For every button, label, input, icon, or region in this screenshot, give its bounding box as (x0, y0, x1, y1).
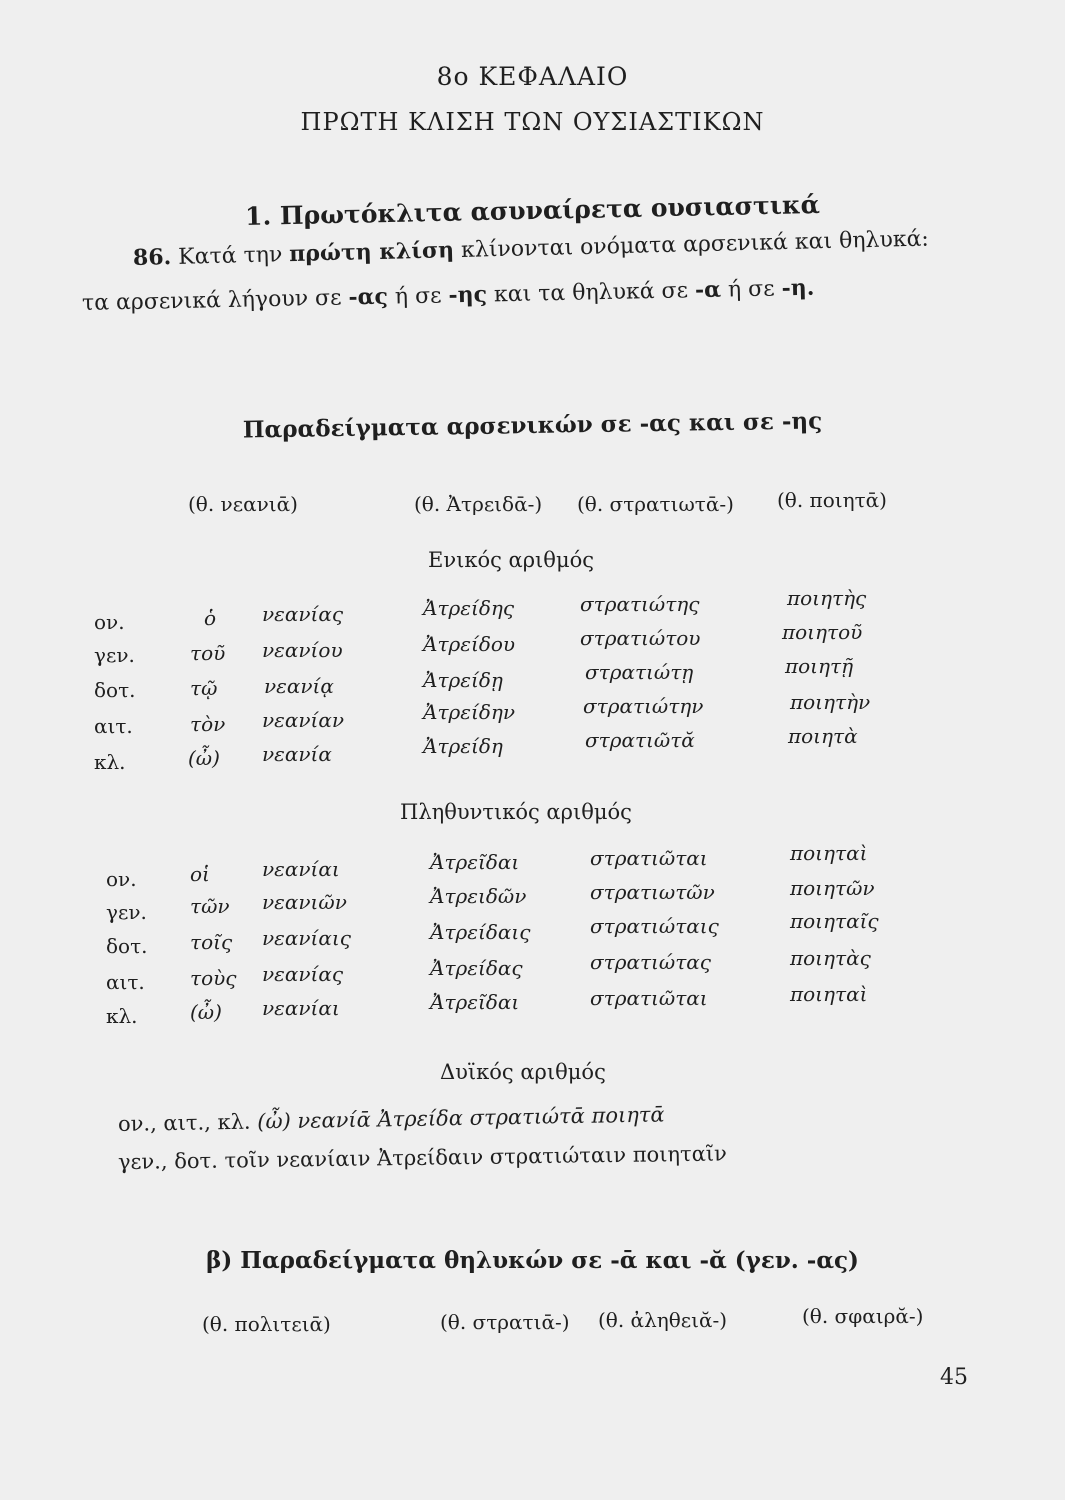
form-stratiotes: στρατιώτης (580, 592, 700, 616)
paragraph-86-line-2 (82, 275, 815, 316)
stem-2: (θ. Ἀτρειδᾱ-) (414, 492, 543, 516)
form-poietes: ποιητῶν (790, 876, 875, 900)
form-neanias: νεανίαι (262, 857, 340, 881)
form-poietes: ποιητὴν (790, 690, 871, 714)
examples-heading: Παραδείγματα αρσενικών σε -ας και σε -ης (242, 407, 823, 444)
form-neanias: νεανία (262, 742, 332, 766)
case-label: δοτ. (94, 678, 136, 702)
ending: -α (694, 276, 722, 304)
stem-3: (θ. στρατιωτᾱ-) (577, 492, 734, 516)
fem-stem-3: (θ. ἀληθειᾰ-) (598, 1308, 728, 1332)
dual-row-1 (118, 1102, 665, 1136)
article: τοῦ (190, 641, 226, 665)
form-poietes: ποιηταὶ (790, 841, 868, 865)
ending: -ης (448, 281, 488, 309)
article: τῶν (190, 894, 230, 918)
fem-stem-2: (θ. στρατιᾱ-) (440, 1310, 570, 1334)
ending: -η. (781, 274, 815, 302)
case-label: αιτ. (106, 970, 145, 994)
article: τοὺς (190, 966, 237, 990)
form-stratiotes: στρατιώταις (590, 914, 719, 938)
fem-stem-4: (θ. σφαιρᾰ-) (802, 1304, 924, 1328)
dual-row-2 (118, 1142, 727, 1174)
case-label: κλ. (106, 1004, 138, 1028)
form-neanias: νεανίαι (262, 996, 340, 1020)
text-run: Κατά την (170, 242, 290, 271)
article: (ὦ) (188, 746, 220, 770)
form-neanias: νεανίου (262, 638, 343, 662)
form-neanias: νεανίας (262, 602, 344, 626)
case-label: ον. (106, 867, 137, 891)
form-atreides: Ἀτρείδου (423, 632, 516, 656)
form-neanias: νεανίαις (262, 926, 351, 950)
ending: -ας (348, 283, 389, 311)
section-title: 1. Πρωτόκλιτα ασυναίρετα ουσιαστικά (244, 189, 821, 232)
form-atreides: Ἀτρείδης (423, 596, 515, 620)
singular-heading: Ενικός αριθμός (428, 548, 594, 572)
form-neanias: νεανίᾳ (264, 674, 334, 698)
paragraph-number: 86. (132, 244, 172, 271)
dual-forms: τοῖν νεανίαιν Ἀτρείδαιν στρατιώταιν ποιηταῖν (224, 1141, 727, 1173)
article: τὸν (190, 712, 226, 736)
stem-1: (θ. νεανιᾱ) (188, 492, 298, 516)
page-number: 45 (940, 1365, 968, 1390)
form-atreides: Ἀτρείδας (430, 956, 523, 980)
case-label: αιτ. (94, 714, 133, 738)
form-stratiotes: στρατιώτην (583, 694, 704, 718)
paragraph-86-line-1 (133, 226, 929, 271)
form-atreides: Ἀτρείδαις (430, 920, 531, 944)
form-stratiotes: στρατιῶτᾰ (585, 728, 695, 752)
dual-forms: (ὦ) νεανίᾱ Ἀτρείδα στρατιώτᾱ ποιητᾱ (257, 1102, 665, 1134)
stem-4: (θ. ποιητᾱ) (777, 488, 887, 512)
article: οἱ (190, 862, 210, 886)
case-label: γεν. (106, 900, 147, 924)
case-label: ον. (94, 610, 125, 634)
form-poietes: ποιητὰ (788, 724, 858, 748)
plural-heading: Πληθυντικός αριθμός (400, 800, 632, 824)
form-atreides: Ἀτρείδῃ (423, 668, 503, 692)
text-run: κλίνονται ονόματα αρσενικά και θηλυκά: (453, 226, 930, 264)
form-poietes: ποιητῇ (785, 654, 854, 678)
case-label: δοτ. (106, 934, 148, 958)
article: τῷ (190, 676, 218, 700)
form-stratiotes: στρατιῶται (590, 846, 708, 870)
form-stratiotes: στρατιώτῃ (585, 660, 694, 684)
form-stratiotes: στρατιώτου (580, 626, 701, 650)
form-atreides: Ἀτρειδῶν (430, 884, 527, 908)
dual-case-labels: γεν., δοτ. (117, 1148, 225, 1174)
form-atreides: Ἀτρείδην (423, 700, 516, 724)
form-poietes: ποιητὰς (790, 946, 871, 970)
form-neanias: νεανιῶν (262, 890, 347, 914)
dual-heading: Δυϊκός αριθμός (440, 1060, 606, 1084)
form-neanias: νεανίας (262, 962, 344, 986)
article: τοῖς (190, 930, 233, 954)
dual-case-labels: ον., αιτ., κλ. (117, 1109, 258, 1136)
article: ὁ (204, 606, 217, 630)
fem-stem-1: (θ. πολιτειᾱ) (202, 1312, 331, 1336)
text-run: και τα θηλυκά σε (486, 278, 696, 308)
case-label: κλ. (94, 750, 126, 774)
case-label: γεν. (94, 643, 135, 667)
chapter-label: 8ο ΚΕΦΑΛΑΙΟ (436, 62, 629, 91)
form-stratiotes: στρατιῶται (590, 986, 708, 1010)
form-stratiotes: στρατιώτας (590, 950, 711, 974)
bold-term: πρώτη κλίση (288, 237, 455, 268)
form-atreides: Ἀτρεῖδαι (430, 850, 520, 874)
text-run: τα αρσενικά λήγουν σε (81, 285, 349, 316)
form-poietes: ποιητὴς (787, 586, 867, 610)
chapter-title: ΠΡΩΤΗ ΚΛΙΣΗ ΤΩΝ ΟΥΣΙΑΣΤΙΚΩΝ (300, 108, 765, 136)
article: (ὦ) (190, 1000, 222, 1024)
form-neanias: νεανίαν (262, 708, 345, 732)
text-run: ή σε (720, 276, 782, 303)
form-atreides: Ἀτρείδη (423, 734, 503, 758)
form-poietes: ποιηταὶ (790, 982, 868, 1006)
feminine-examples-heading: β) Παραδείγματα θηλυκών σε -ᾱ και -ᾰ (γεν. -ας) (206, 1247, 859, 1274)
form-poietes: ποιητοῦ (782, 620, 863, 644)
form-stratiotes: στρατιωτῶν (590, 880, 715, 904)
form-atreides: Ἀτρεῖδαι (430, 990, 520, 1014)
text-run: ή σε (387, 283, 449, 310)
form-poietes: ποιηταῖς (790, 909, 879, 933)
